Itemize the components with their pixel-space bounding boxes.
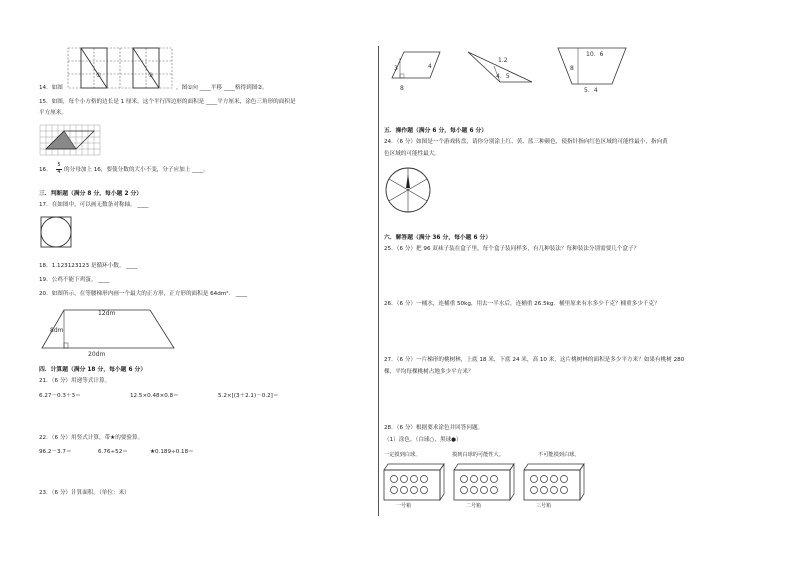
q15-line2: 平方厘米。 (39, 110, 67, 116)
q21-item-b: 12.5×0.48×0.8＝ (130, 393, 179, 399)
q20-text: 20．如图所示，在等腰梯形内画一个最大的正方形，正方形的面积是 64dm²． ____ (39, 291, 248, 297)
q23-trapezoid-figure (556, 46, 632, 94)
section4-heading: 四．计算题（满分 18 分，每小题 6 分） (39, 367, 147, 373)
q27-line1: 27．（6 分）一片梯形的桃树林，上底 18 米，下底 24 米，高 10 米，这片桃树林的面积是多少平方米？如果有桃树 280 (384, 357, 685, 363)
q24-line1: 24．（6 分）如图是一个游戏转盘，请你分别涂上红、黄、蓝三种颜色，使指针指向红色区域的可能性最小，指向黄 (384, 139, 668, 145)
box2-caption: 摸到白球的可能性大。 (452, 452, 504, 458)
q15-grid-figure (40, 125, 106, 157)
box1-caption: 一定摸到白球。 (384, 452, 421, 458)
box3-label: 三号箱 (536, 503, 552, 509)
fig-a-height-label: 3 (394, 65, 398, 72)
q20-bottom-label: 20dm (88, 351, 106, 358)
q16-fraction (56, 163, 62, 175)
q20-height-label: 8dm (50, 327, 64, 334)
q23-text: 23．（6 分）计算面积。（单位：米） (39, 490, 130, 496)
q14-fig1-label: ① (96, 72, 102, 79)
q16-text: 的分母加上 16，要使分数的大小不变，分子应加上 ____。 (64, 167, 209, 173)
fig-c-top-label: 10．6 (586, 51, 604, 58)
q21-text: 21．（6 分）用递等式计算。 (39, 378, 111, 384)
q23-parallelogram-figure (388, 48, 444, 94)
q18-text: 18．1.123123123 是循环小数。 ____ (39, 263, 138, 269)
q14-text-b: ，图①向 ____平移 ____格得到图②。 (176, 85, 268, 91)
box3-figure[interactable] (522, 462, 586, 502)
q16-numerator: 5 (57, 162, 61, 168)
q19-text: 19．公鸡不能下鸡蛋。 ____ (39, 277, 110, 283)
q22-text: 22．（6 分）用竖式计算，带★的要验算。 (39, 435, 144, 441)
q16-label: 16． (39, 167, 52, 173)
q25-text: 25．（6 分）把 96 双袜子装在盒子里，每个盒子装同样多，有几种装法？每种装法分别需要几个盒子？ (384, 246, 640, 252)
q16-denominator: 4 (57, 168, 61, 175)
section3-heading: 三．判断题（满分 8 分，每小题 2 分） (39, 191, 143, 197)
box1-figure[interactable] (382, 462, 446, 502)
box1-label: 一号箱 (396, 503, 412, 509)
q14-fig2-label: ② (148, 72, 154, 79)
fig-a-base-label: 8 (400, 85, 404, 92)
q20-top-label: 12dm (98, 310, 116, 317)
q17-circle-square-figure (40, 216, 72, 248)
q23-triangle-figure (466, 48, 536, 88)
box2-figure[interactable] (452, 462, 516, 502)
q21-item-a: 6.27－0.3＋3＝ (39, 393, 81, 399)
box2-label: 二号箱 (466, 503, 482, 509)
box3-caption: 不可能摸到白球。 (538, 452, 580, 458)
q17-text: 17．在如图中，可以画无数条对称轴。 ____ (39, 202, 149, 208)
q21-item-c: 5.2×[(3＋2.1)－0.2]＝ (218, 393, 279, 399)
fig-b-label-2: 4．5 (496, 73, 510, 80)
q28-text: 28．（6 分）根据要求涂色并回答问题。 (384, 425, 484, 431)
q22-item-c: ★0.189÷0.18＝ (150, 449, 194, 455)
section5-heading: 五．操作题（满分 6 分，每小题 6 分） (384, 128, 488, 134)
q20-trapezoid-figure (40, 302, 180, 357)
q27-line2: 棵，平均每棵桃树占地多少平方米？ (384, 369, 474, 375)
q14-translation-figure (66, 47, 174, 89)
fig-a-side-label: 4 (428, 63, 432, 70)
fig-c-height-label: 8 (570, 65, 574, 72)
spinner-pointer-icon (406, 174, 410, 188)
q24-spinner-wheel[interactable] (384, 166, 432, 214)
section6-heading: 六．解答题（满分 36 分，每小题 6 分） (384, 235, 492, 241)
q24-line2: 色区域的可能性最大。 (384, 151, 440, 157)
q22-item-b: 6.76÷52＝ (98, 449, 128, 455)
fig-b-label-1: 1.2 (498, 57, 508, 64)
q28-part1: （1）涂色。（白球○，黑球●） (384, 437, 462, 443)
q14-text-a: 14．如图 (39, 85, 63, 91)
q22-item-a: 96.2－3.7＝ (39, 449, 72, 455)
column-divider (378, 46, 379, 516)
q26-text: 26．（6 分）一桶水，连桶重 50kg，用去一半水后，连桶重 26.5kg．桶里原来有水多少千克？桶重多少千克？ (384, 301, 660, 307)
fig-c-bottom-label: 5．4 (584, 87, 598, 94)
q15-line1: 15．如图，每个小方格的边长是 1 厘米，这个平行四边形的面积是 ____平方厘米，涂色三角形的面积是 (39, 99, 296, 105)
